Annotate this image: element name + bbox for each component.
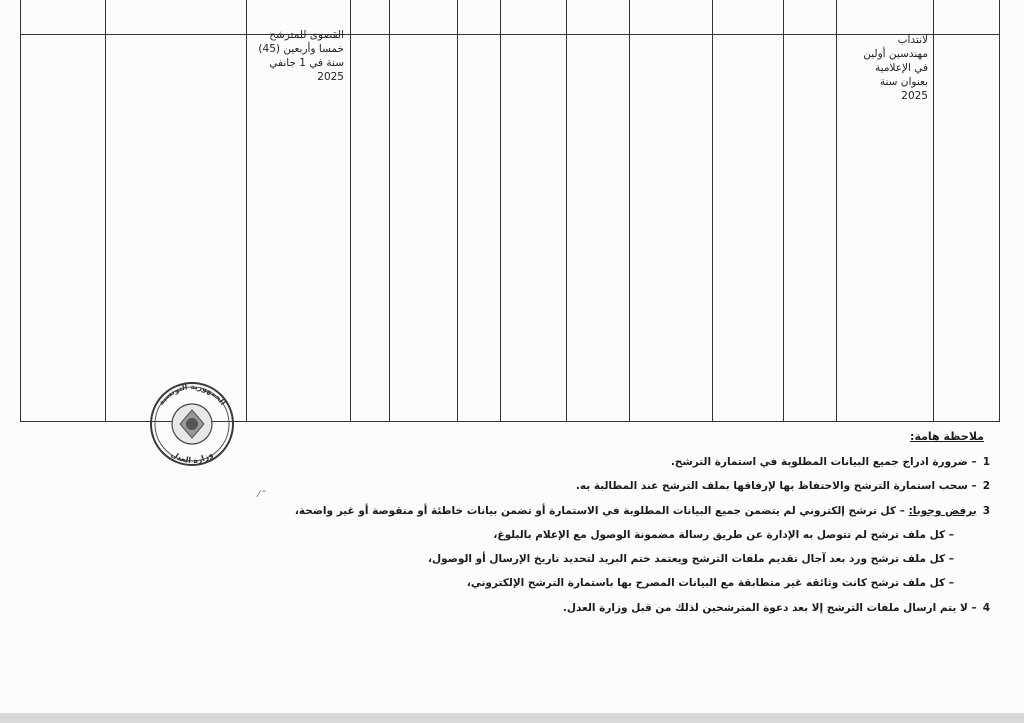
recruitment-title-cell: لانتداب مهندسين أولين في الإعلامية بعنوان سنة 2025 (863, 34, 928, 102)
note-sub-item-3: – كل ملف ترشح كانت وثائقه غير متطابقة مع البيانات المصرح بها باستمارة الترشح الإلكتروني، (466, 577, 954, 589)
note-item-4 (563, 602, 990, 614)
table-column-border (933, 0, 934, 422)
table-column-border (389, 0, 390, 422)
table-column-border (500, 0, 501, 422)
note-number: 3 (982, 505, 990, 517)
table-column-border (350, 0, 351, 422)
note-text: – لا يتم ارسال ملفات الترشح إلا بعد دعوة المترشحين لذلك من قبل وزارة العدل. (562, 602, 977, 614)
table-column-border (999, 0, 1000, 422)
table-column-border (457, 0, 458, 422)
table-column-border (836, 0, 837, 422)
pen-mark: ⁄ ″ (258, 490, 266, 500)
table-column-border (566, 0, 567, 422)
note-number: 2 (982, 480, 990, 492)
note-text: – ضرورة ادراج جميع البيانات المطلوبة في استمارة الترشح. (670, 456, 977, 468)
note-text: – سحب استمارة الترشح والاحتفاظ بها لإرفاقها بملف الترشح عند المطالبة به. (575, 480, 977, 492)
notes-title: ملاحظة هامة: (910, 430, 984, 443)
table-column-border (712, 0, 713, 422)
note-text: – كل ترشح إلكتروني لم يتضمن جميع البيانات المطلوبة في الاستمارة أو تضمن بيانات خاطئة أو منقوصة أو غير واضحة، (294, 505, 905, 517)
note-sub-item-2: – كل ملف ترشح ورد بعد آجال تقديم ملفات الترشح ويعتمد ختم البريد لتحديد تاريخ الإرسال أو الوصول، (428, 553, 954, 565)
stamp-seal-icon (143, 378, 241, 468)
table-column-border (629, 0, 630, 422)
note-item-1 (671, 456, 990, 468)
table-column-border (20, 0, 21, 422)
age-limit-cell: القصوى للمترشح خمسا وأربعين (45) سنة في 1 جانفي 2025 (258, 29, 344, 83)
table-column-border (783, 0, 784, 422)
note-lead: برفض وجوبا: (908, 505, 977, 517)
note-item-3 (295, 505, 990, 517)
stamp-bottom-text: وزارة العدل (169, 449, 215, 466)
table-column-border (246, 0, 247, 422)
note-sub-item-1: – كل ملف ترشح لم تتوصل به الإدارة عن طريق رسالة مضمونة الوصول مع الإعلام بالبلوغ، (493, 529, 954, 541)
official-stamp (143, 378, 241, 468)
stamp-top-text: الجمهورية التونسية (156, 381, 228, 407)
note-number: 4 (982, 602, 990, 614)
note-item-2 (576, 480, 990, 492)
note-number: 1 (982, 456, 990, 468)
scan-bottom-edge (0, 713, 1024, 723)
table-column-border (105, 0, 106, 422)
